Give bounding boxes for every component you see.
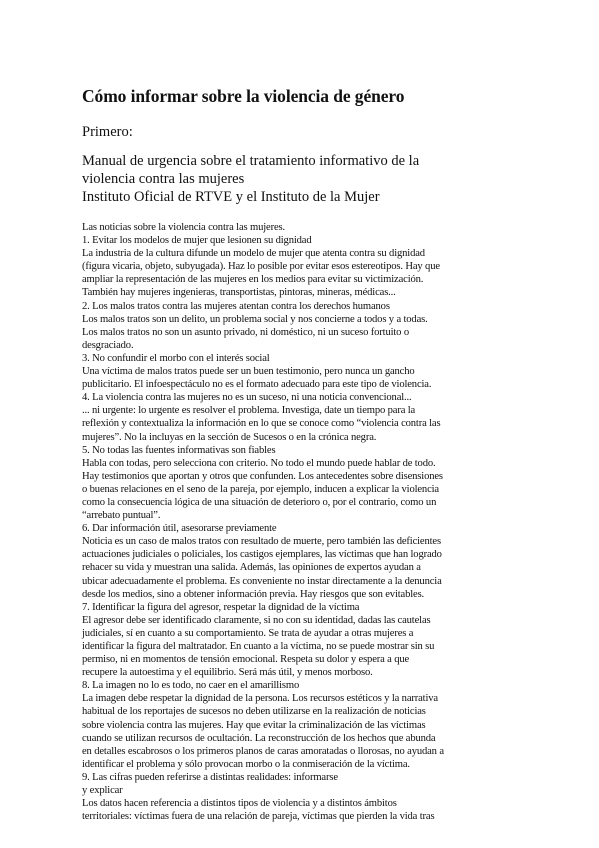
body-line: Noticia es un caso de malos tratos con resultado de muerte, pero también las deficientes	[82, 536, 441, 548]
subtitle-line: Manual de urgencia sobre el tratamiento informativo de la	[82, 153, 420, 169]
body-line: Los malos tratos no son un asunto privado, ni doméstico, ni un suceso fortuito o	[82, 326, 409, 338]
body-text	[82, 221, 522, 823]
body-line: 7. Identificar la figura del agresor, respetar la dignidad de la víctima	[82, 601, 360, 613]
body-line: 6. Dar información útil, asesorarse previamente	[82, 523, 277, 535]
body-line: ubicar adecuadamente el problema. Es conveniente no instar directamente a la denuncia	[82, 575, 442, 587]
body-line: mujeres”. No la incluyas en la sección de Sucesos o en la crónica negra.	[82, 431, 377, 443]
body-line: publicitario. El infoespectáculo no es el formato adecuado para este tipo de violencia.	[82, 379, 432, 391]
body-line: permiso, ni en momentos de tensión emocional. Respeta su dolor y espera a que	[82, 654, 410, 666]
body-line: Habla con todas, pero selecciona con criterio. No todo el mundo puede hablar de todo.	[82, 457, 436, 469]
body-line: La imagen debe respetar la dignidad de la persona. Los recursos estéticos y la narrativa	[82, 693, 438, 705]
body-line: 4. La violencia contra las mujeres no es un suceso, ni una noticia convencional...	[82, 392, 412, 404]
body-line: El agresor debe ser identificado claramente, si no con su identidad, dadas las cautelas	[82, 614, 431, 626]
subtitle-line: Instituto Oficial de RTVE y el Instituto de la Mujer	[82, 189, 380, 205]
body-line: Hay testimonios que aportan y otros que confunden. Los antecedentes sobre disensiones	[82, 470, 443, 482]
body-line: 8. La imagen no lo es todo, no caer en el amarillismo	[82, 680, 300, 692]
section-label: Primero:	[82, 124, 133, 140]
body-line: en detalles escabrosos o los primeros planos de caras amoratadas o llorosas, no ayudan a	[82, 745, 444, 757]
body-line: ampliar la representación de las mujeres en los medios para evitar su victimización.	[82, 274, 424, 286]
subtitle-line: violencia contra las mujeres	[82, 171, 245, 187]
body-line: Los datos hacen referencia a distintos tipos de violencia y a distintos ámbitos	[82, 798, 397, 810]
body-line: 1. Evitar los modelos de mujer que lesionen su dignidad	[82, 235, 312, 247]
body-line: actuaciones judiciales o policiales, los castigos ejemplares, las víctimas que han logrado	[82, 549, 442, 561]
body-line: 2. Los malos tratos contra las mujeres atentan contra los derechos humanos	[82, 300, 390, 312]
document-subtitle	[82, 152, 419, 206]
body-line: habitual de los reportajes de sucesos no deben utilizarse en la realización de noticias	[82, 706, 426, 718]
body-line: y explicar	[82, 785, 123, 797]
body-line: judiciales, sí en cuanto a su comportamiento. Se trata de ayudar a otras mujeres a	[82, 627, 414, 639]
body-line: La industria de la cultura difunde un modelo de mujer que atenta contra su dignidad	[82, 248, 425, 260]
body-line: reflexión y contextualiza la información en lo que se conoce como “violencia contra las	[82, 418, 441, 430]
document-title: Cómo informar sobre la violencia de género	[82, 86, 405, 106]
body-line: identificar la figura del maltratador. En cuanto a la víctima, no se puede mostrar sin su	[82, 641, 435, 652]
body-line: Una víctima de malos tratos puede ser un buen testimonio, pero nunca un gancho	[82, 366, 415, 378]
body-line: (figura vicaria, objeto, subyugada). Haz lo posible por evitar esos estereotipos. Hay que	[82, 261, 440, 273]
body-line: cuando se utilizan recursos de ocultación. La reconstrucción de los hechos que abunda	[82, 732, 436, 744]
body-line: recupere la autoestima y el equilibrio. Será más útil, y menos morboso.	[82, 667, 373, 679]
body-line: Los malos tratos son un delito, un problema social y nos concierne a todos y a todas.	[82, 313, 428, 325]
body-line: o buenas relaciones en el seno de la pareja, por ejemplo, inducen a explicar la violencia	[82, 483, 439, 495]
body-line: ... ni urgente: lo urgente es resolver el problema. Investiga, date un tiempo para la	[82, 405, 416, 417]
body-line: También hay mujeres ingenieras, transportistas, pintoras, mineras, médicas...	[82, 287, 396, 299]
body-line: sobre violencia contra las mujeres. Hay que evitar la criminalización de las víctimas	[82, 719, 426, 731]
body-line: rehacer su vida y muestran una salida. Además, las opiniones de expertos ayudan a	[82, 562, 421, 574]
body-line: desgraciado.	[82, 339, 134, 351]
body-line: identificar el problema y sólo provocan morbo o la conmiseración de la víctima.	[82, 758, 410, 770]
body-line: como la consecuencia lógica de una situación de deterioro o, por el contrario, como un	[82, 496, 437, 508]
body-line: “arrebato puntual”.	[82, 510, 161, 522]
body-line: Las noticias sobre la violencia contra las mujeres.	[82, 222, 285, 233]
body-line: 9. Las cifras pueden referirse a distintas realidades: informarse	[82, 771, 338, 783]
body-line: 3. No confundir el morbo con el interés social	[82, 352, 270, 364]
body-line: territoriales: víctimas fuera de una relación de pareja, víctimas que pierden la vida tras	[82, 811, 435, 823]
body-line: desde los medios, sino a obtener información previa. Hay riesgos que son evitables.	[82, 588, 425, 600]
body-line: 5. No todas las fuentes informativas son fiables	[82, 444, 276, 456]
